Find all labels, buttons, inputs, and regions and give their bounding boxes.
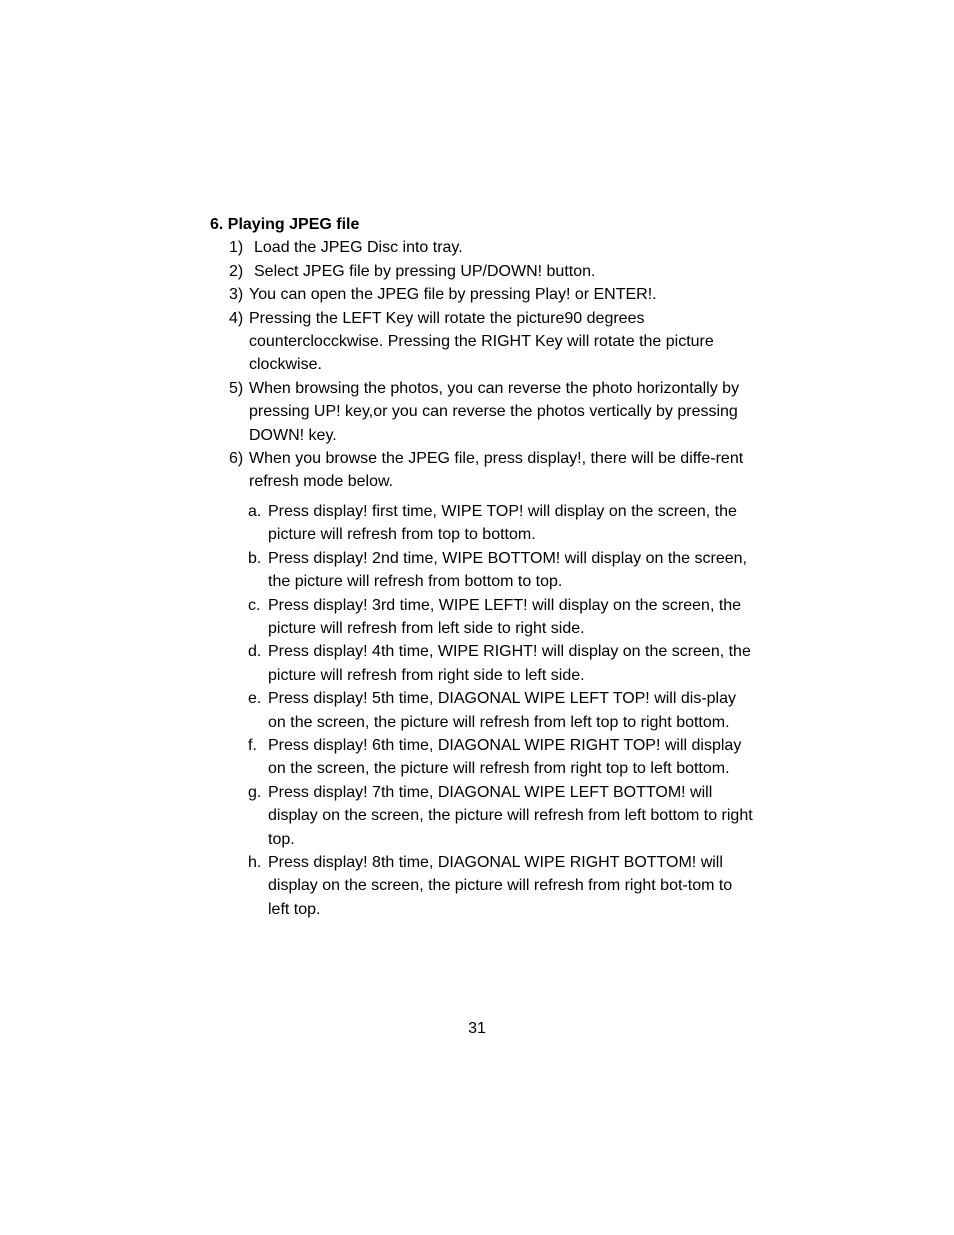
step-number: 4) [229, 309, 244, 327]
list-item [210, 851, 755, 921]
sub-item-text: Press display! 4th time, WIPE RIGHT! will display on the screen, the picture will refresh from right side to left side. [268, 643, 751, 684]
sub-item-text: Press display! 5th time, DIAGONAL WIPE LEFT TOP! will dis-play on the screen, the picture will refresh from left top to right bottom. [268, 690, 736, 731]
sub-item-text: Press display! 2nd time, WIPE BOTTOM! will display on the screen, the picture will refresh from bottom to top. [268, 549, 747, 591]
page-number: 31 [468, 1020, 486, 1037]
sub-item-letter: d. [248, 643, 262, 661]
refresh-mode-list [210, 500, 755, 921]
sub-item-letter: c. [248, 596, 261, 614]
step-text: Pressing the LEFT Key will rotate the picture90 degrees counterclocckwise. Pressing the RIGHT Key will rotate the picture clockwise. [249, 309, 714, 374]
list-item [210, 594, 755, 641]
sub-item-letter: g. [248, 783, 262, 801]
step-number: 5) [229, 379, 244, 397]
step-number: 2) [229, 262, 244, 280]
sub-item-letter: e. [248, 690, 262, 708]
list-item [210, 447, 755, 494]
sub-item-letter: b. [248, 549, 262, 567]
steps-list [210, 236, 755, 493]
sub-item-text: Press display! 3rd time, WIPE LEFT! will display on the screen, the picture will refresh from left side to right side. [268, 596, 742, 637]
step-number: 3) [229, 286, 244, 304]
list-item [210, 260, 755, 283]
section-heading: 6. Playing JPEG file [210, 216, 360, 233]
sub-item-letter: h. [248, 853, 262, 871]
sub-item-text: Press display! 6th time, DIAGONAL WIPE RIGHT TOP! will display on the screen, the picture will refresh from right top to left bottom. [268, 736, 742, 778]
step-text: Select JPEG file by pressing UP/DOWN! button. [254, 262, 596, 280]
sub-item-text: Press display! 8th time, DIAGONAL WIPE RIGHT BOTTOM! will display on the screen, the picture will refresh from right bot-tom to left top. [268, 853, 733, 918]
step-text: When browsing the photos, you can reverse the photo horizontally by pressing UP! key,or you can reverse the photos vertically by pressing DOWN! key. [249, 379, 740, 444]
list-item [210, 734, 755, 781]
list-item [210, 640, 755, 687]
list-item [210, 500, 755, 547]
list-item [210, 283, 755, 306]
step-text: When you browse the JPEG file, press display!, there will be diffe-rent refresh mode below. [249, 450, 744, 491]
list-item [210, 377, 755, 447]
list-item [210, 687, 755, 734]
list-item [210, 547, 755, 594]
sub-item-letter: f. [248, 736, 257, 754]
step-number: 6) [229, 450, 244, 468]
list-item [210, 236, 755, 259]
step-text: You can open the JPEG file by pressing Play! or ENTER!. [249, 286, 657, 304]
sub-item-text: Press display! first time, WIPE TOP! will display on the screen, the picture will refresh from top to bottom. [268, 502, 737, 544]
sub-item-letter: a. [248, 502, 262, 520]
step-text: Load the JPEG Disc into tray. [254, 239, 463, 257]
list-item [210, 781, 755, 851]
sub-item-text: Press display! 7th time, DIAGONAL WIPE LEFT BOTTOM! will display on the screen, the picture will refresh from left bottom to right top. [268, 783, 753, 848]
step-number: 1) [229, 239, 244, 257]
manual-section [210, 213, 755, 921]
list-item [210, 307, 755, 377]
